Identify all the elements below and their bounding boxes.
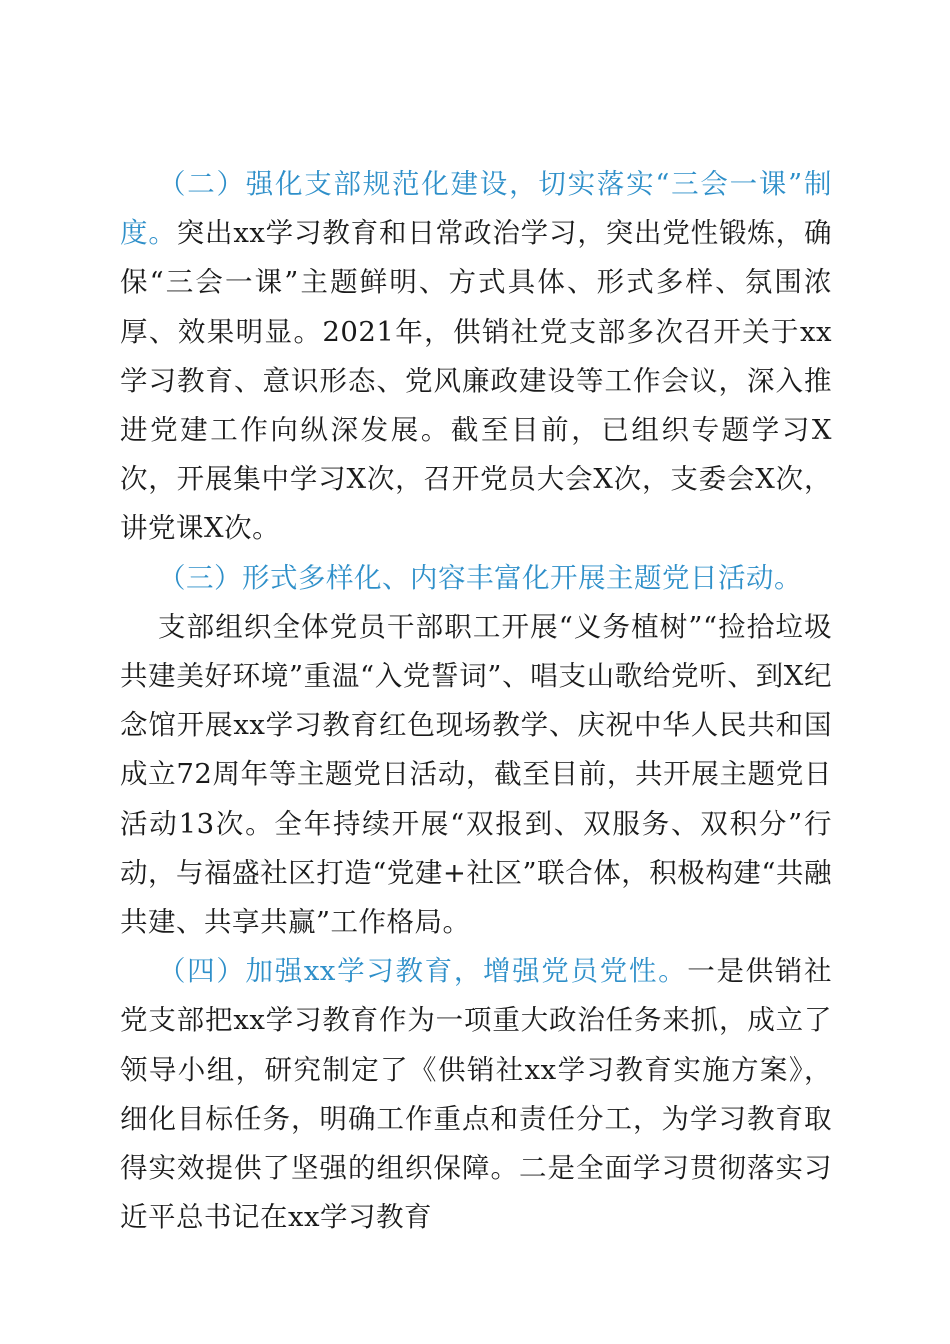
section-2-heading: （二）强化支部规范化建设，切实落实“三会一课”制度。 [120,168,832,250]
section-4-body: 一是供销社党支部把xx学习教育作为一项重大政治任务来抓，成立了领导小组，研究制定了《供销社xx学习教育实施方案》，细化目标任务，明确工作重点和责任分工，为学习教育取得实效提供了坚强的组织保障。二是全面学习贯彻落实习近平总书记在xx学习教育 [120,955,832,1234]
section-3-body: 支部组织全体党员干部职工开展“义务植树”“捡拾垃圾共建美好环境”重温“入党誓词”、唱支山歌给党听、到X纪念馆开展xx学习教育红色现场教学、庆祝中华人民共和国成立72周年等主题党日活动，截至目前，共开展主题党日活动13次。全年持续开展“双报到、双服务、双积分”行动，与福盛社区打造“党建+社区”联合体，积极构建“共融共建、共享共赢”工作格局。 [120,610,832,939]
section-4-heading: （四）加强xx学习教育，增强党员党性。 [158,955,688,988]
section-2-paragraph [120,160,832,554]
section-4-paragraph [120,947,832,1242]
document-page [120,160,832,1242]
section-3-heading: （三）形式多样化、内容丰富化开展主题党日活动。 [158,561,802,594]
section-2-body: 突出xx学习教育和日常政治学习，突出党性锻炼，确保“三会一课”主题鲜明、方式具体、形式多样、氛围浓厚、效果明显。2021年，供销社党支部多次召开关于xx学习教育、意识形态、党风廉政建设等工作会议，深入推进党建工作向纵深发展。截至目前，已组织专题学习X次，开展集中学习X次，召开党员大会X次，支委会X次，讲党课X次。 [120,217,832,545]
